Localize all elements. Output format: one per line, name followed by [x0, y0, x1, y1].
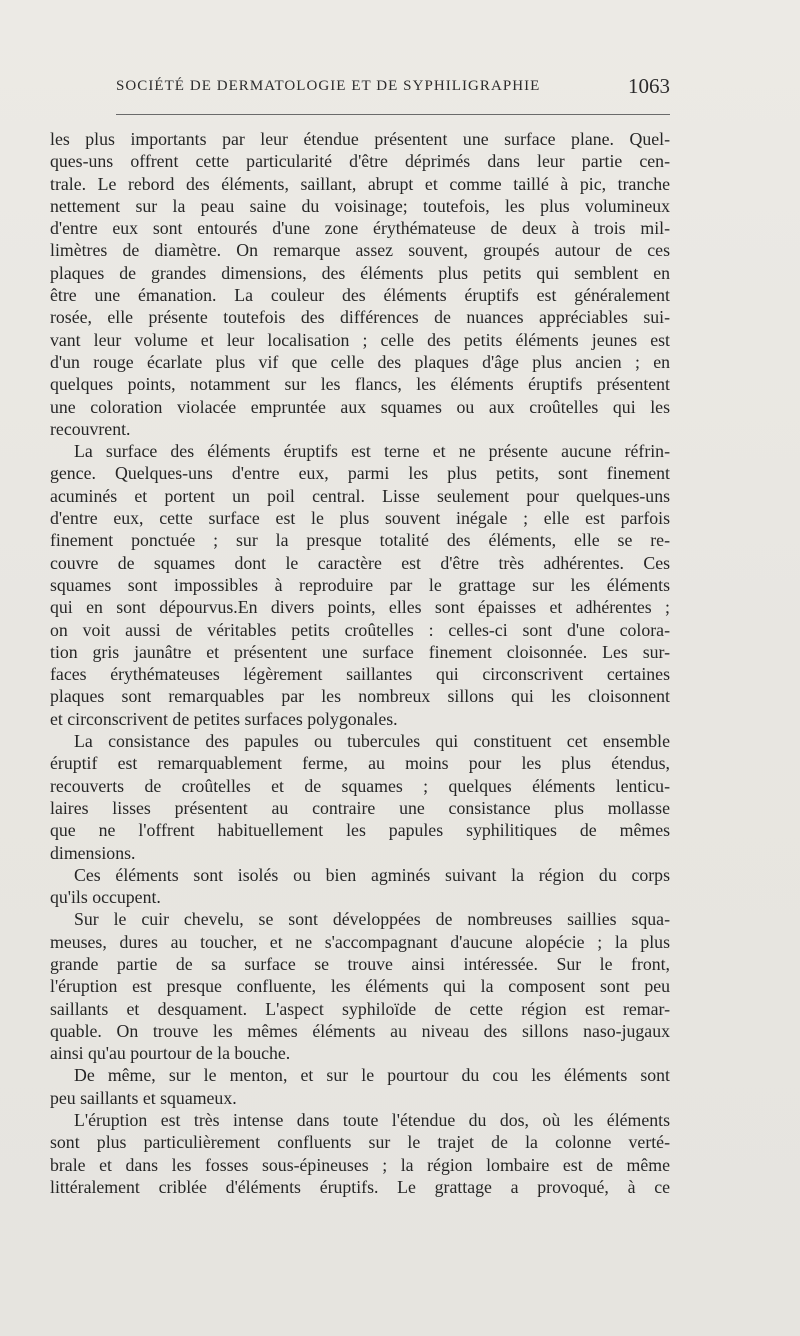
- text-line: littéralement criblée d'éléments éruptifs. Le grattage a provoqué, à ce: [50, 1176, 670, 1197]
- header-rule: [116, 114, 670, 115]
- text-line: que ne l'offrent habituellement les papules syphilitiques de mêmes: [50, 820, 670, 841]
- text-line: l'éruption est presque confluente, les éléments qui la composent sont peu: [50, 976, 670, 997]
- text-line: on voit aussi de véritables petits croûtelles : celles-ci sont d'une colora-: [50, 619, 670, 640]
- text-line: nettement sur la peau saine du voisinage; toutefois, les plus volumineux: [50, 195, 670, 216]
- text-line: vant leur volume et leur localisation ; celle des petits éléments jeunes est: [50, 329, 670, 350]
- text-line: d'un rouge écarlate plus vif que celle des plaques d'âge plus ancien ; en: [50, 351, 670, 372]
- text-line: qu'ils occupent.: [50, 887, 161, 908]
- page-number: 1063: [628, 74, 670, 98]
- text-line: grande partie de sa surface se trouve ainsi intéressée. Sur le front,: [50, 953, 670, 974]
- text-line: laires lisses présentent au contraire une consistance plus mollasse: [50, 797, 670, 818]
- text-line: éruptif est remarquablement ferme, au moins pour les plus étendus,: [50, 753, 670, 774]
- text-line: recouverts de croûtelles et de squames ; quelques éléments lenticu-: [50, 775, 670, 796]
- text-line: les plus importants par leur étendue présentent une surface plane. Quel-: [50, 129, 670, 149]
- text-line: finement ponctuée ; sur la presque totalité des éléments, elle se re-: [50, 530, 670, 551]
- text-line: gence. Quelques-uns d'entre eux, parmi les plus petits, sont finement: [50, 463, 670, 484]
- text-line: squames sont impossibles à reproduire par le grattage sur les éléments: [50, 574, 670, 595]
- text-line: plaques sont remarquables par les nombreux sillons qui les cloisonnent: [50, 686, 670, 707]
- text-line: tion gris jaunâtre et présentent une surface finement cloisonnée. Les sur-: [50, 641, 670, 662]
- text-line: quelques points, notamment sur les flancs, les éléments éruptifs présentent: [50, 374, 670, 395]
- page-header: [116, 76, 672, 100]
- text-line: rosée, elle présente toutefois des différences de nuances appréciables sui-: [50, 307, 670, 328]
- text-line: plaques de grandes dimensions, des éléments plus petits qui semblent en: [50, 262, 670, 283]
- text-line: De même, sur le menton, et sur le pourtour du cou les éléments sont: [74, 1065, 670, 1086]
- text-line: acuminés et portent un poil central. Lisse seulement pour quelques-uns: [50, 485, 670, 506]
- text-line: et circonscrivent de petites surfaces polygonales.: [50, 708, 398, 729]
- text-line: La consistance des papules ou tubercules qui constituent cet ensemble: [74, 731, 670, 752]
- text-line: sont plus particulièrement confluents sur le trajet de la colonne verté-: [50, 1132, 670, 1153]
- text-line: d'entre eux sont entourés d'une zone érythémateuse de deux à trois mil-: [50, 218, 670, 239]
- text-line: L'éruption est très intense dans toute l'étendue du dos, où les éléments: [74, 1110, 670, 1131]
- text-line: faces érythémateuses légèrement saillantes qui circonscrivent certaines: [50, 664, 670, 685]
- body-text: [50, 128, 670, 1198]
- text-line: couvre de squames dont le caractère est d'être très adhérentes. Ces: [50, 552, 670, 573]
- text-line: peu saillants et squameux.: [50, 1087, 237, 1108]
- text-line: saillants et desquament. L'aspect syphiloïde de cette région est remar-: [50, 998, 670, 1019]
- text-line: La surface des éléments éruptifs est terne et ne présente aucune réfrin-: [74, 441, 670, 462]
- text-line: être une émanation. La couleur des éléments éruptifs est généralement: [50, 285, 670, 306]
- text-line: recouvrent.: [50, 418, 131, 439]
- text-line: qui en sont dépourvus.En divers points, elles sont épaisses et adhérentes ;: [50, 597, 670, 618]
- text-line: Sur le cuir chevelu, se sont développées de nombreuses saillies squa-: [74, 909, 670, 930]
- text-line: ainsi qu'au pourtour de la bouche.: [50, 1043, 291, 1064]
- text-line: quable. On trouve les mêmes éléments au niveau des sillons naso-jugaux: [50, 1020, 670, 1041]
- text-line: une coloration violacée empruntée aux squames ou aux croûtelles qui les: [50, 396, 670, 417]
- text-line: meuses, dures au toucher, et ne s'accompagnant d'aucune alopécie ; la plus: [50, 931, 670, 952]
- running-title: SOCIÉTÉ DE DERMATOLOGIE ET DE SYPHILIGRAPHIE: [116, 78, 541, 94]
- text-line: dimensions.: [50, 842, 136, 863]
- text-line: ques-uns offrent cette particularité d'être déprimés dans leur partie cen-: [50, 151, 670, 172]
- text-line: trale. Le rebord des éléments, saillant, abrupt et comme taillé à pic, tranche: [50, 173, 670, 194]
- text-line: brale et dans les fosses sous-épineuses ; la région lombaire est de même: [50, 1154, 670, 1175]
- text-line: Ces éléments sont isolés ou bien agminés suivant la région du corps: [74, 864, 670, 885]
- text-line: d'entre eux, cette surface est le plus souvent inégale ; elle est parfois: [50, 508, 670, 529]
- text-line: limètres de diamètre. On remarque assez souvent, groupés autour de ces: [50, 240, 670, 261]
